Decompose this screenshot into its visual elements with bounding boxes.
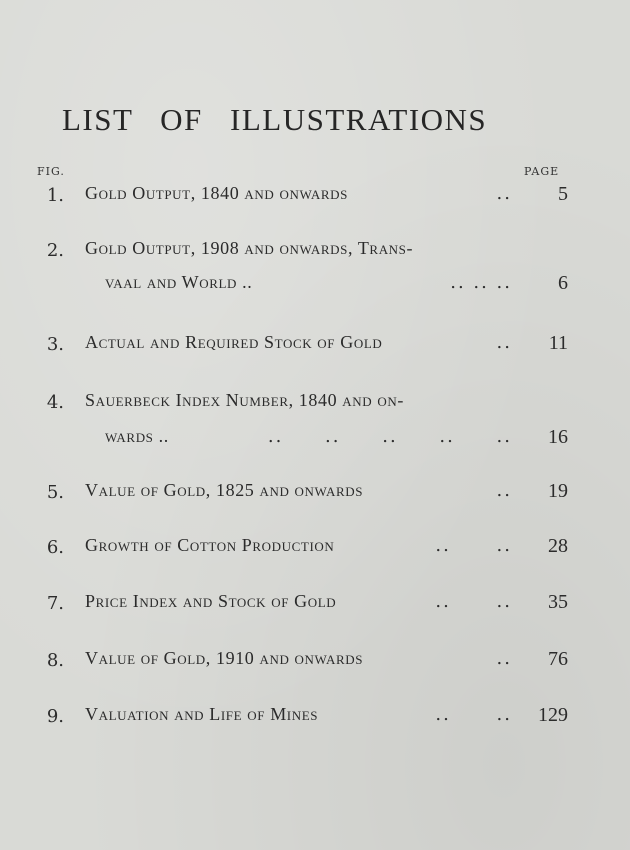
entry-title: Gold Output, 1840 and onwards [85, 183, 348, 203]
page-column-header: PAGE [524, 165, 560, 178]
entry-number: 7. [46, 593, 64, 614]
entry-page-number: 129 [538, 704, 568, 726]
illustration-entry-3 [0, 332, 630, 366]
dot-leader: .. .. [435, 591, 512, 612]
entry-number: 2. [46, 240, 64, 261]
illustration-entry-4 [0, 390, 630, 460]
entry-page-number: 76 [548, 648, 568, 670]
illustration-entry-9 [0, 704, 630, 738]
entry-title: Value of Gold, 1825 and onwards [85, 480, 364, 500]
entry-page-number: 5 [558, 183, 568, 205]
dot-leader: .. .. [435, 535, 512, 556]
page-title: LIST OF ILLUSTRATIONS [62, 102, 488, 137]
illustration-entry-5 [0, 480, 630, 514]
entry-title: Value of Gold, 1910 and onwards [85, 648, 364, 668]
entry-page-number: 6 [558, 272, 568, 294]
illustration-entry-1 [0, 183, 630, 217]
entry-number: 5. [46, 482, 64, 503]
illustration-entry-6 [0, 535, 630, 569]
entry-title-continued: vaal and World .. [105, 272, 253, 292]
entry-title: Actual and Required Stock of Gold [85, 332, 383, 352]
dot-leader: .. [496, 648, 512, 669]
dot-leader: .. .. [435, 704, 512, 725]
dot-leader: .. [496, 183, 512, 204]
entry-number: 6. [46, 537, 64, 558]
entry-title-continued: wards .. [105, 426, 169, 446]
illustration-entry-8 [0, 648, 630, 682]
illustration-entry-2 [0, 238, 630, 306]
entry-number: 3. [46, 334, 64, 355]
fig-column-header: FIG. [37, 165, 65, 178]
entry-page-number: 11 [548, 332, 568, 354]
dot-leader: .. .. .. .. .. [267, 426, 512, 447]
entry-number: 1. [46, 185, 64, 206]
entry-page-number: 16 [548, 426, 568, 448]
entry-page-number: 19 [548, 480, 568, 502]
illustration-entry-7 [0, 591, 630, 625]
entry-page-number: 28 [548, 535, 568, 557]
entry-title: Sauerbeck Index Number, 1840 and on- [85, 390, 404, 410]
entry-number: 4. [46, 392, 64, 413]
entry-page-number: 35 [548, 591, 568, 613]
entry-title: Growth of Cotton Production [85, 535, 335, 555]
entry-title: Gold Output, 1908 and onwards, Trans- [85, 238, 414, 258]
dot-leader: .. [496, 332, 512, 353]
entry-number: 8. [46, 650, 64, 671]
dot-leader: .. .. .. [450, 272, 512, 293]
entry-number: 9. [46, 706, 64, 727]
entry-title: Price Index and Stock of Gold [85, 591, 337, 611]
entry-title: Valuation and Life of Mines [85, 704, 319, 724]
dot-leader: .. [496, 480, 512, 501]
